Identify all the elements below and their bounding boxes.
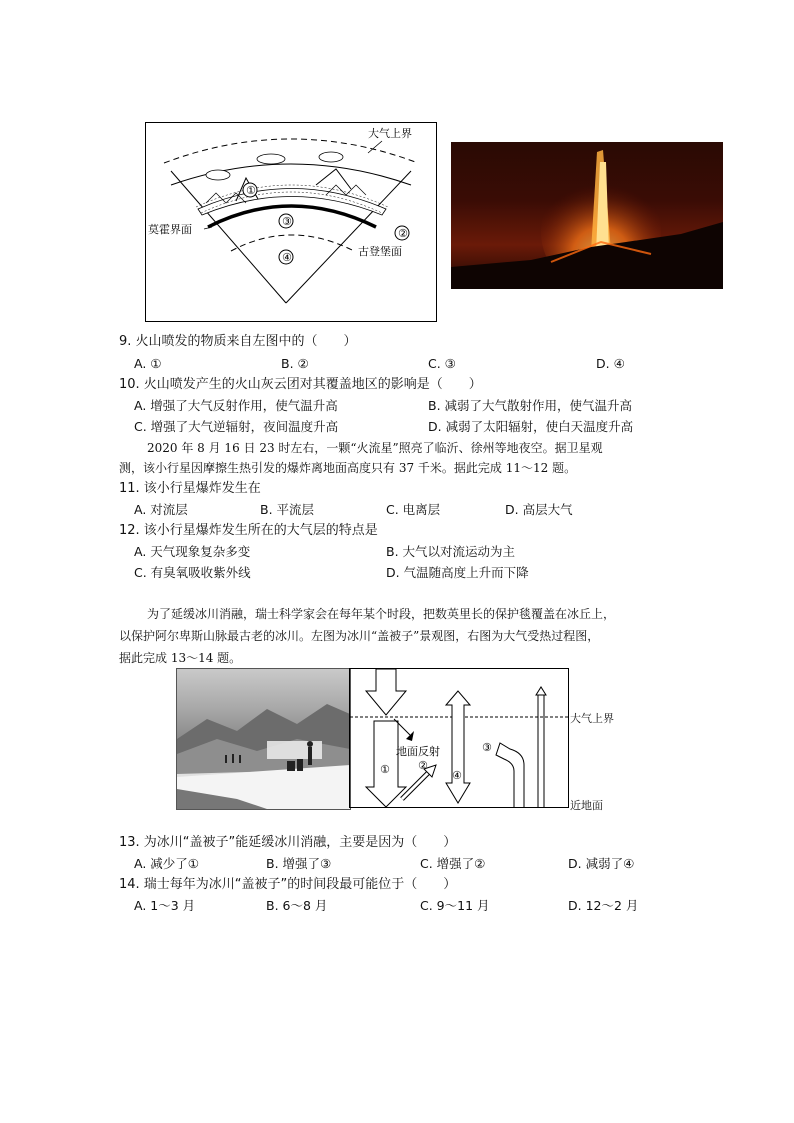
question-12-stem: 12. 该小行星爆炸发生所在的大气层的特点是 — [119, 523, 378, 538]
marker-3: ③ — [482, 741, 492, 754]
label-atmosphere-top-2: 大气上界 — [570, 712, 614, 725]
marker-2 — [395, 226, 409, 240]
q14-option-c[interactable]: C. 9～11 月 — [420, 898, 490, 913]
q9-option-b[interactable]: B. ② — [281, 356, 309, 371]
q13-option-b[interactable]: B. 增强了③ — [266, 856, 332, 871]
earth-structure-svg — [146, 123, 436, 321]
label-ground-reflection: 地面反射 — [396, 745, 440, 758]
q14-option-d[interactable]: D. 12～2 月 — [568, 898, 639, 913]
q11-option-d[interactable]: D. 高层大气 — [505, 502, 573, 517]
passage-1-line-1: 2020 年 8 月 16 日 23 时左右，一颗“火流星”照亮了临沂、徐州等地夜空。据卫星观 — [147, 441, 603, 455]
marker-4 — [279, 250, 293, 264]
marker-1 — [243, 183, 257, 197]
q9-option-a[interactable]: A. ① — [134, 356, 162, 371]
volcano-eruption-photo — [451, 142, 723, 289]
q12-option-b[interactable]: B. 大气以对流运动为主 — [386, 544, 516, 559]
label-near-ground: 近地面 — [570, 799, 603, 812]
marker-3 — [279, 214, 293, 228]
q10-option-c[interactable]: C. 增强了大气逆辐射，夜间温度升高 — [134, 419, 339, 434]
q14-option-b[interactable]: B. 6～8 月 — [266, 898, 328, 913]
svg-text:③: ③ — [282, 215, 292, 228]
q10-option-a[interactable]: A. 增强了大气反射作用，使气温升高 — [134, 398, 338, 413]
q9-option-d[interactable]: D. ④ — [596, 356, 625, 371]
passage-2-line-2: 以保护阿尔卑斯山脉最古老的冰川。左图为冰川“盖被子”景观图，右图为大气受热过程图， — [119, 629, 600, 643]
question-9-stem: 9. 火山喷发的物质来自左图中的（ ） — [119, 334, 357, 349]
question-13-stem: 13. 为冰川“盖被子”能延缓冰川消融，主要是因为（ ） — [119, 835, 457, 850]
q11-option-b[interactable]: B. 平流层 — [260, 502, 315, 517]
q11-option-c[interactable]: C. 电离层 — [386, 502, 441, 517]
q12-option-d[interactable]: D. 气温随高度上升而下降 — [386, 565, 529, 580]
glacier-blanket-photo — [176, 668, 351, 810]
passage-2-line-1: 为了延缓冰川消融，瑞士科学家会在每年某个时段，把数英里长的保护毯覆盖在冰丘上， — [147, 607, 616, 621]
marker-4: ④ — [452, 769, 462, 782]
label-moho: 莫霍界面 — [148, 223, 192, 236]
svg-text:②: ② — [398, 227, 408, 240]
q13-option-a[interactable]: A. 减少了① — [134, 856, 199, 871]
marker-1: ① — [380, 763, 390, 776]
svg-text:①: ① — [246, 184, 256, 197]
q10-option-b[interactable]: B. 减弱了大气散射作用，使气温升高 — [428, 398, 633, 413]
q10-option-d[interactable]: D. 减弱了太阳辐射，使白天温度升高 — [428, 419, 634, 434]
label-atmosphere-top: 大气上界 — [368, 127, 412, 140]
q11-option-a[interactable]: A. 对流层 — [134, 502, 188, 517]
q13-option-d[interactable]: D. 减弱了④ — [568, 856, 635, 871]
marker-2: ② — [418, 759, 428, 772]
q9-option-c[interactable]: C. ③ — [428, 356, 456, 371]
label-gutenberg: 古登堡面 — [358, 245, 402, 258]
q12-option-c[interactable]: C. 有臭氧吸收紫外线 — [134, 565, 251, 580]
earth-structure-diagram — [145, 122, 437, 322]
passage-2-line-3: 据此完成 13～14 题。 — [119, 651, 242, 665]
q13-option-c[interactable]: C. 增强了② — [420, 856, 486, 871]
question-10-stem: 10. 火山喷发产生的火山灰云团对其覆盖地区的影响是（ ） — [119, 377, 482, 392]
q12-option-a[interactable]: A. 天气现象复杂多变 — [134, 544, 251, 559]
atmospheric-heating-diagram — [349, 668, 569, 808]
q14-option-a[interactable]: A. 1～3 月 — [134, 898, 196, 913]
question-14-stem: 14. 瑞士每年为冰川“盖被子”的时间段最可能位于（ ） — [119, 877, 457, 892]
passage-1-line-2: 测，该小行星因摩擦生热引发的爆炸离地面高度只有 37 千米。据此完成 11～12 题。 — [119, 461, 577, 475]
svg-text:④: ④ — [282, 251, 292, 264]
question-11-stem: 11. 该小行星爆炸发生在 — [119, 481, 261, 496]
